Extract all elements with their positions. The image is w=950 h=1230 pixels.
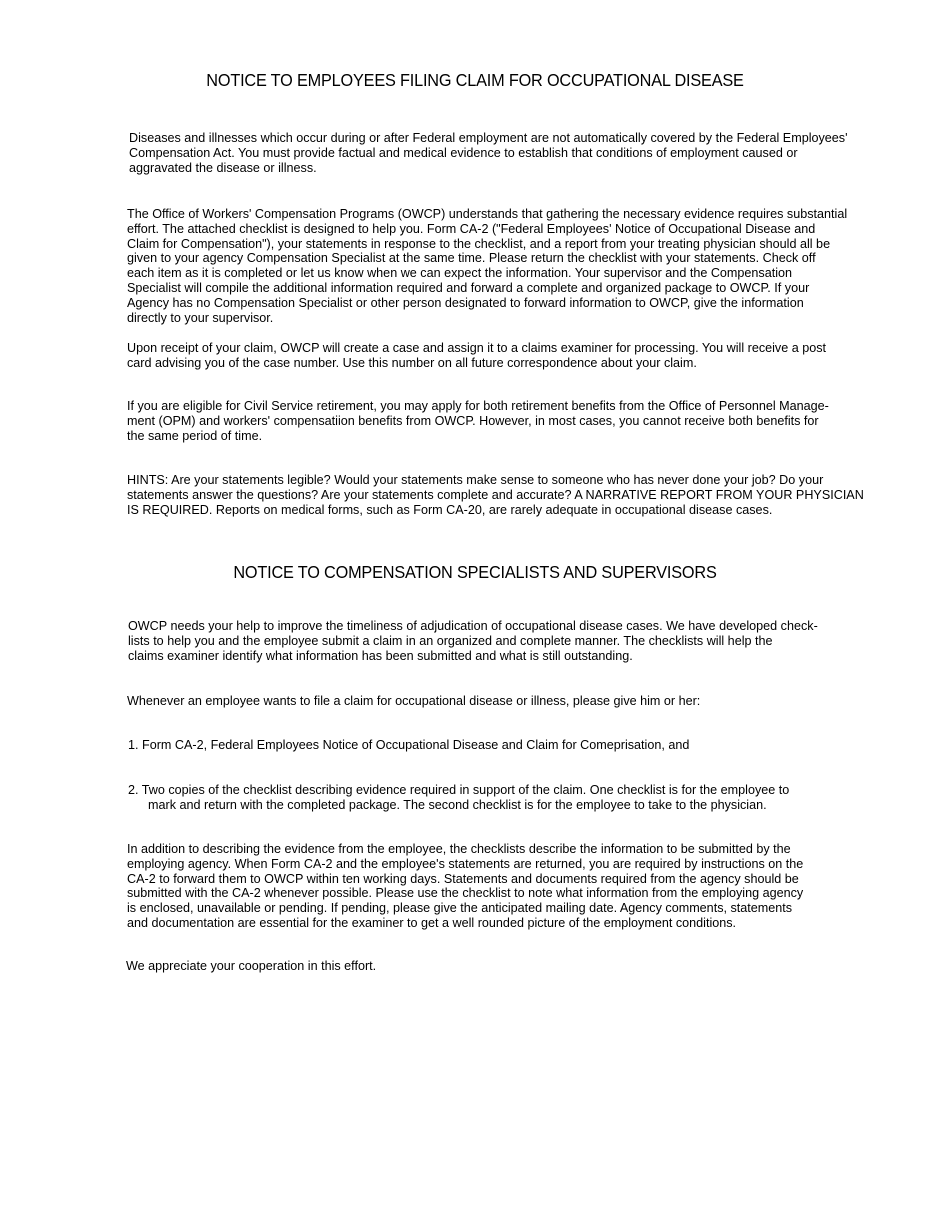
list-item-2: [128, 783, 789, 813]
text-line: The Office of Workers' Compensation Programs (OWCP) understands that gathering the necessary evidence requires substantial: [127, 207, 848, 221]
text-line: each item as it is completed or let us know when we can expect the information. Your supervisor and the Compensation: [127, 266, 793, 281]
text-line: mark and return with the completed package. The second checklist is for the employee to take to the physician.: [148, 797, 767, 812]
text-line: Specialist will compile the additional information required and forward a complete and organized package to OWCP. If your: [127, 280, 810, 295]
text-line: statements answer the questions? Are your statements complete and accurate? A NARRATIVE REPORT FROM YOUR PHYSICIAN: [127, 487, 864, 502]
text-line: Upon receipt of your claim, OWCP will create a case and assign it to a claims examiner for processing. You will receive a post: [127, 341, 827, 355]
text-line: effort. The attached checklist is designed to help you. Form CA-2 ("Federal Employees' Notice of Occupational Disease and: [127, 221, 816, 236]
text-line: ment (OPM) and workers' compensatiion benefits from OWCP. However, in most cases, you cannot receive both benefits for: [127, 413, 819, 428]
text-line: Claim for Compensation"), your statements in response to the checklist, and a report from your treating physician should all be: [127, 236, 831, 251]
text-line: If you are eligible for Civil Service retirement, you may apply for both retirement benefits from the Office of Personnel Manage-: [127, 399, 829, 413]
text-line: Agency has no Compensation Specialist or other person designated to forward information to OWCP, give the information: [127, 295, 804, 310]
specialist-notice-paragraph-2: [127, 694, 700, 709]
text-line: Diseases and illnesses which occur during or after Federal employment are not automatically covered by the Federal Employees': [129, 131, 848, 145]
text-line: card advising you of the case number. Use this number on all future correspondence about your claim.: [127, 355, 697, 370]
text-line: directly to your supervisor.: [127, 310, 274, 325]
text-line: We appreciate your cooperation in this effort.: [126, 959, 377, 973]
text-line: CA-2 to forward them to OWCP within ten working days. Statements and documents required from the agency should be: [127, 871, 799, 886]
text-line: given to your agency Compensation Specialist at the same time. Please return the checklist with your statements. Check off: [127, 251, 816, 266]
text-line: and documentation are essential for the examiner to get a well rounded picture of the employment conditions.: [127, 915, 737, 930]
text-line: Compensation Act. You must provide factual and medical evidence to establish that conditions of employment caused or: [129, 145, 798, 160]
text-line: is enclosed, unavailable or pending. If pending, please give the anticipated mailing date. Agency comments, statements: [127, 901, 793, 916]
employee-notice-paragraph-3: [127, 341, 826, 371]
text-line: HINTS: Are your statements legible? Would your statements make sense to someone who has never done your job? Do your: [127, 473, 824, 487]
text-line: In addition to describing the evidence from the employee, the checklists describe the information to be submitted by the: [127, 842, 791, 856]
employee-notice-paragraph-2: [127, 207, 847, 325]
text-line: 1. Form CA-2, Federal Employees Notice of Occupational Disease and Claim for Comeprisation, and: [128, 738, 690, 752]
text-line: aggravated the disease or illness.: [129, 160, 317, 175]
closing-statement: [126, 959, 376, 974]
text-line: 2. Two copies of the checklist describing evidence required in support of the claim. One checklist is for the employee to: [128, 783, 790, 797]
text-line: OWCP needs your help to improve the timeliness of adjudication of occupational disease cases. We have developed check-: [128, 619, 818, 633]
specialist-notice-title: NOTICE TO COMPENSATION SPECIALISTS AND SUPERVISORS: [233, 562, 717, 582]
text-line: employing agency. When Form CA-2 and the employee's statements are returned, you are required by instructions on the: [127, 856, 804, 871]
text-line: submitted with the CA-2 whenever possible. Please use the checklist to note what information from the employing agency: [127, 886, 804, 901]
text-line: Whenever an employee wants to file a claim for occupational disease or illness, please give him or her:: [127, 694, 701, 708]
employee-notice-paragraph-1: [129, 131, 848, 175]
employee-notice-title: NOTICE TO EMPLOYEES FILING CLAIM FOR OCCUPATIONAL DISEASE: [206, 70, 744, 90]
specialist-notice-paragraph-1: [128, 619, 818, 663]
text-line: IS REQUIRED. Reports on medical forms, such as Form CA-20, are rarely adequate in occupational disease cases.: [127, 502, 773, 517]
text-line: the same period of time.: [127, 428, 263, 443]
employee-notice-paragraph-4: [127, 399, 829, 443]
specialist-notice-paragraph-3: [127, 842, 803, 931]
text-line: claims examiner identify what information has been submitted and what is still outstanding.: [128, 648, 633, 663]
list-item-1: [128, 738, 689, 753]
text-line: lists to help you and the employee submit a claim in an organized and complete manner. The checklists will help the: [128, 633, 773, 648]
employee-notice-hints: [127, 473, 864, 517]
